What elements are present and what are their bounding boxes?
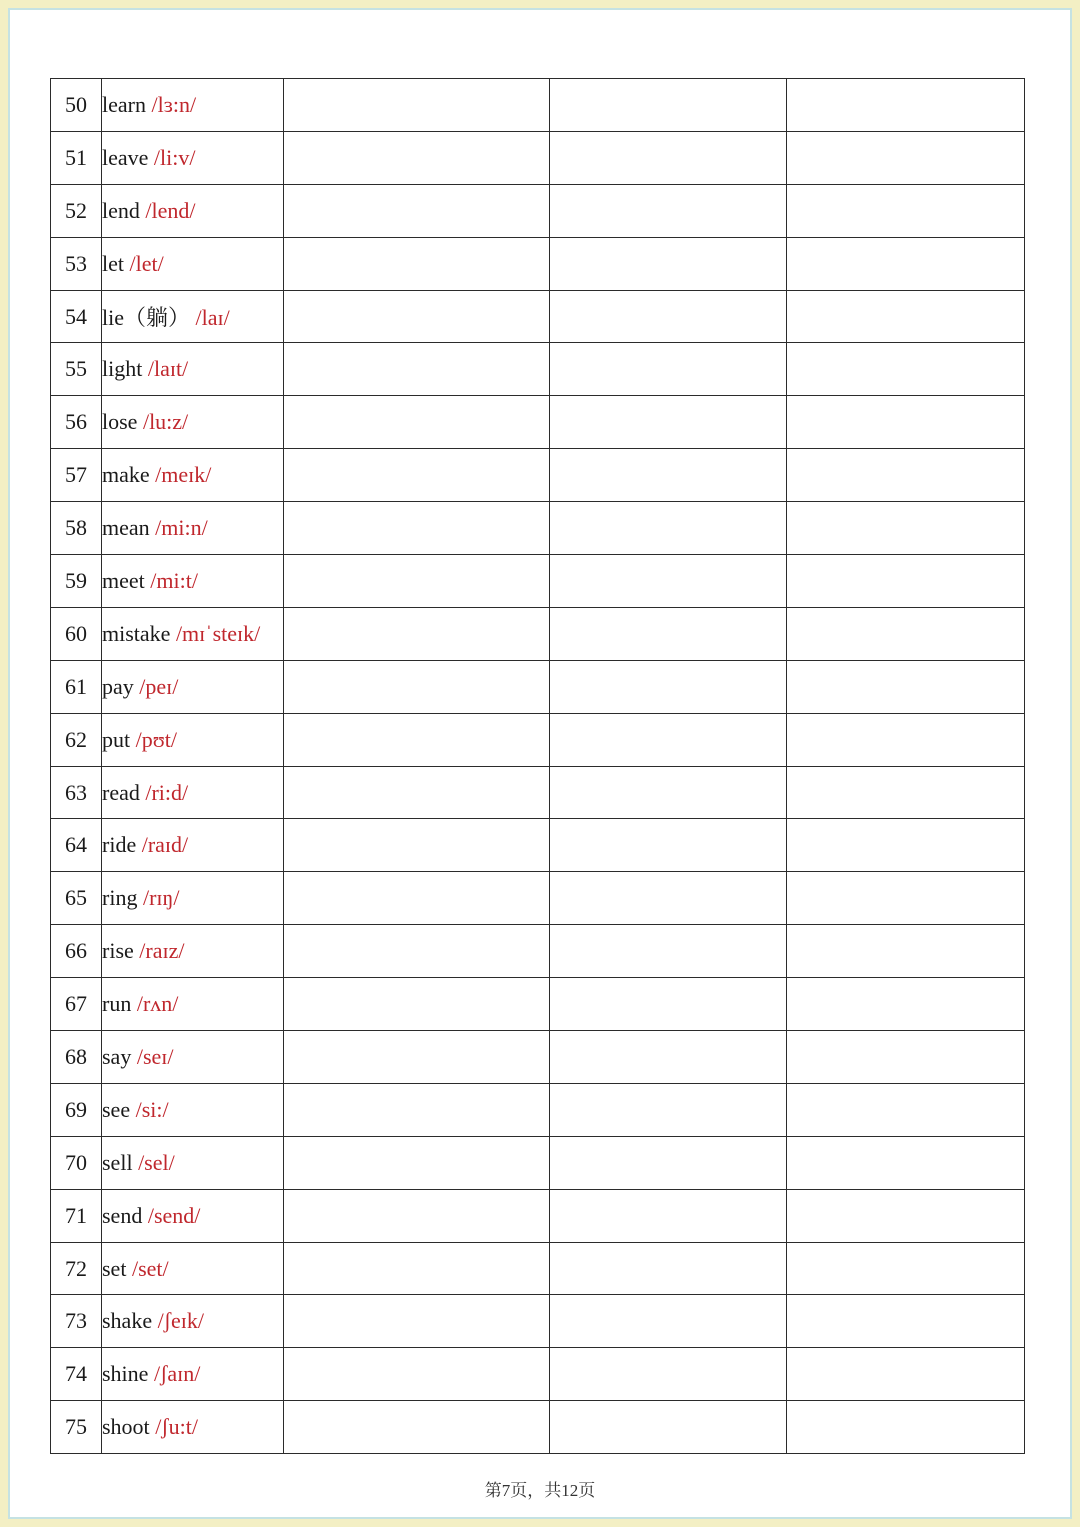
phonetic-text: /si:/ [135,1096,169,1122]
blank-answer-cell [787,1031,1025,1084]
word-cell [102,978,284,1031]
table-row [51,237,1025,290]
vocab-table-body [51,79,1025,1454]
blank-answer-cell [550,449,787,502]
phonetic-text: /peɪ/ [139,673,179,699]
word-cell [102,131,284,184]
row-number: 56 [51,396,102,449]
phonetic-text: /lɜ:n/ [151,91,197,117]
blank-answer-cell [550,607,787,660]
blank-answer-cell [550,766,787,819]
word-text: sell [102,1149,133,1175]
table-row [51,396,1025,449]
row-number: 62 [51,713,102,766]
word-text: ring [102,885,138,911]
blank-answer-cell [550,343,787,396]
blank-answer-cell [550,925,787,978]
word-text: pay [102,673,134,699]
table-row [51,978,1025,1031]
blank-answer-cell [284,978,550,1031]
word-cell [102,1189,284,1242]
blank-answer-cell [550,1242,787,1295]
word-cell [102,660,284,713]
blank-answer-cell [284,343,550,396]
table-row [51,607,1025,660]
blank-answer-cell [787,713,1025,766]
blank-answer-cell [284,1401,550,1454]
blank-answer-cell [550,1348,787,1401]
blank-answer-cell [787,555,1025,608]
word-text: shake [102,1308,153,1334]
blank-answer-cell [787,1348,1025,1401]
row-number: 57 [51,449,102,502]
row-number: 73 [51,1295,102,1348]
table-row [51,1348,1025,1401]
row-number: 53 [51,237,102,290]
blank-answer-cell [787,819,1025,872]
word-text: shine [102,1361,149,1387]
blank-answer-cell [550,1401,787,1454]
blank-answer-cell [550,237,787,290]
blank-answer-cell [284,290,550,343]
blank-answer-cell [284,502,550,555]
row-number: 67 [51,978,102,1031]
table-row [51,872,1025,925]
blank-answer-cell [550,502,787,555]
table-row [51,131,1025,184]
blank-answer-cell [787,237,1025,290]
blank-answer-cell [284,872,550,925]
blank-answer-cell [787,79,1025,132]
row-number: 60 [51,607,102,660]
blank-answer-cell [550,1136,787,1189]
word-cell [102,502,284,555]
word-text: set [102,1255,127,1281]
table-row [51,1295,1025,1348]
blank-answer-cell [550,978,787,1031]
row-number: 72 [51,1242,102,1295]
table-row [51,1242,1025,1295]
table-row [51,1031,1025,1084]
word-cell [102,713,284,766]
table-row [51,1401,1025,1454]
blank-answer-cell [787,872,1025,925]
phonetic-text: /mi:n/ [155,515,208,541]
blank-answer-cell [787,925,1025,978]
row-number: 71 [51,1189,102,1242]
phonetic-text: /lu:z/ [142,409,189,435]
word-cell [102,79,284,132]
blank-answer-cell [550,872,787,925]
word-text: see [102,1096,131,1122]
blank-answer-cell [550,660,787,713]
table-row [51,555,1025,608]
vocab-table [50,78,1025,1454]
blank-answer-cell [787,502,1025,555]
table-row [51,79,1025,132]
word-text: light [102,356,143,382]
word-cell [102,607,284,660]
word-text: mean [102,515,150,541]
table-row [51,184,1025,237]
word-text: rise [102,938,134,964]
blank-answer-cell [284,237,550,290]
row-number: 50 [51,79,102,132]
row-number: 74 [51,1348,102,1401]
phonetic-text: /send/ [147,1202,201,1228]
phonetic-text: /li:v/ [153,144,196,170]
word-text: meet [102,567,145,593]
row-number: 70 [51,1136,102,1189]
blank-answer-cell [787,184,1025,237]
row-number: 51 [51,131,102,184]
phonetic-text: /raɪz/ [139,938,185,964]
blank-answer-cell [550,1083,787,1136]
word-cell [102,1031,284,1084]
blank-answer-cell [284,660,550,713]
phonetic-text: /mɪˈsteɪk/ [175,620,261,646]
table-row [51,1189,1025,1242]
page-number: 第7页，共12页 [484,1481,596,1500]
blank-answer-cell [550,290,787,343]
blank-answer-cell [787,607,1025,660]
blank-answer-cell [284,1189,550,1242]
row-number: 54 [51,290,102,343]
word-cell [102,925,284,978]
blank-answer-cell [787,343,1025,396]
word-text: ride [102,832,137,858]
table-row [51,1136,1025,1189]
phonetic-text: /meɪk/ [155,462,212,488]
row-number: 58 [51,502,102,555]
row-number: 63 [51,766,102,819]
blank-answer-cell [787,290,1025,343]
table-row [51,819,1025,872]
phonetic-text: /pʊt/ [135,726,178,752]
word-text: send [102,1202,143,1228]
blank-answer-cell [787,396,1025,449]
word-cell [102,396,284,449]
blank-answer-cell [787,978,1025,1031]
word-text: run [102,991,132,1017]
word-text: learn [102,91,146,117]
word-text: lose [102,409,138,435]
word-text: read [102,779,140,805]
blank-answer-cell [284,1031,550,1084]
word-cell [102,343,284,396]
phonetic-text: /lend/ [145,197,196,223]
blank-answer-cell [787,1189,1025,1242]
blank-answer-cell [787,1401,1025,1454]
blank-answer-cell [284,1295,550,1348]
phonetic-text: /sel/ [138,1149,175,1175]
blank-answer-cell [550,819,787,872]
blank-answer-cell [284,925,550,978]
table-row [51,1083,1025,1136]
table-row [51,713,1025,766]
word-cell [102,1136,284,1189]
blank-answer-cell [284,131,550,184]
blank-answer-cell [787,766,1025,819]
word-cell [102,1242,284,1295]
blank-answer-cell [787,449,1025,502]
blank-answer-cell [550,184,787,237]
blank-answer-cell [284,766,550,819]
phonetic-text: /laɪt/ [147,356,189,382]
blank-answer-cell [284,607,550,660]
row-number: 59 [51,555,102,608]
blank-answer-cell [550,131,787,184]
table-row [51,925,1025,978]
blank-answer-cell [284,819,550,872]
word-cell [102,1083,284,1136]
word-cell [102,819,284,872]
word-cell [102,1401,284,1454]
word-cell [102,766,284,819]
row-number: 68 [51,1031,102,1084]
phonetic-text: /ʃu:t/ [155,1414,198,1440]
row-number: 65 [51,872,102,925]
blank-answer-cell [787,1242,1025,1295]
blank-answer-cell [284,1083,550,1136]
word-cell [102,449,284,502]
row-number: 75 [51,1401,102,1454]
table-row [51,660,1025,713]
word-text: put [102,726,131,752]
row-number: 69 [51,1083,102,1136]
word-cell [102,237,284,290]
phonetic-text: /ri:d/ [145,779,189,805]
word-cell [102,1295,284,1348]
row-number: 61 [51,660,102,713]
row-number: 55 [51,343,102,396]
word-cell [102,290,284,343]
blank-answer-cell [284,713,550,766]
table-row [51,449,1025,502]
phonetic-text: /let/ [129,250,164,276]
phonetic-text: /ʃeɪk/ [157,1308,205,1334]
phonetic-text: /seɪ/ [136,1043,174,1069]
blank-answer-cell [787,1136,1025,1189]
table-row [51,343,1025,396]
blank-answer-cell [787,1083,1025,1136]
phonetic-text: /set/ [131,1255,169,1281]
word-text: mistake [102,620,171,646]
row-number: 52 [51,184,102,237]
phonetic-text: /laɪ/ [195,305,230,330]
word-cell [102,555,284,608]
blank-answer-cell [550,1189,787,1242]
word-cell [102,184,284,237]
phonetic-text: /mi:t/ [150,567,198,593]
blank-answer-cell [787,660,1025,713]
row-number: 64 [51,819,102,872]
word-text: shoot [102,1414,150,1440]
table-row [51,290,1025,343]
table-row [51,766,1025,819]
word-cell [102,872,284,925]
blank-answer-cell [787,131,1025,184]
blank-answer-cell [787,1295,1025,1348]
blank-answer-cell [284,79,550,132]
phonetic-text: /ʃaɪn/ [153,1361,201,1387]
blank-answer-cell [550,555,787,608]
blank-answer-cell [284,449,550,502]
blank-answer-cell [284,1348,550,1401]
blank-answer-cell [550,396,787,449]
blank-answer-cell [550,713,787,766]
blank-answer-cell [284,396,550,449]
word-text: let [102,250,124,276]
phonetic-text: /rʌn/ [136,991,179,1017]
word-text: lend [102,197,140,223]
blank-answer-cell [284,184,550,237]
blank-answer-cell [550,1295,787,1348]
row-number: 66 [51,925,102,978]
word-text: make [102,462,150,488]
phonetic-text: /rɪŋ/ [142,885,180,911]
blank-answer-cell [284,1242,550,1295]
blank-answer-cell [284,1136,550,1189]
word-text: leave [102,144,149,170]
blank-answer-cell [284,555,550,608]
blank-answer-cell [550,79,787,132]
blank-answer-cell [550,1031,787,1084]
word-text: say [102,1043,132,1069]
phonetic-text: /raɪd/ [141,832,189,858]
word-text: lie（躺） [102,305,190,330]
table-row [51,502,1025,555]
word-cell [102,1348,284,1401]
